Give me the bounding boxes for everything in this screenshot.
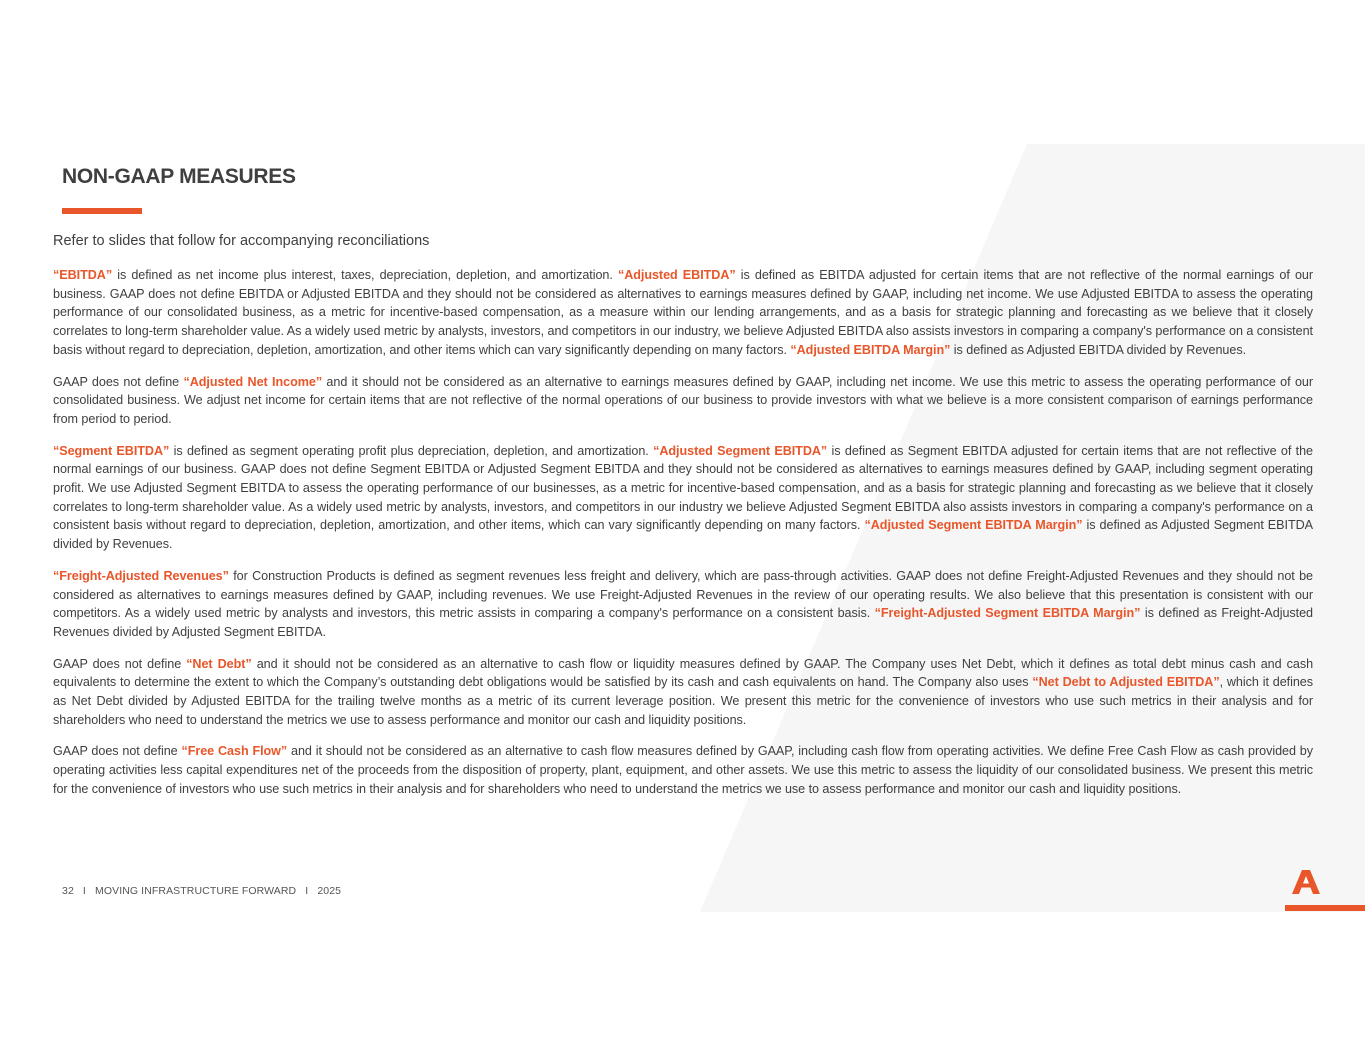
definition-paragraph bbox=[53, 742, 1313, 798]
defined-term: “Freight-Adjusted Segment EBITDA Margin” bbox=[874, 606, 1141, 621]
slide bbox=[0, 144, 1365, 912]
definition-text: and it should not be considered as an alternative to earnings measures defined by GAAP, including net income. We use this metric to assess the operating performance of our consolidated business. We adjust net income for certain items that are not reflective of the normal operations of our business to provide investors with what we believe is a more consistent comparison of earnings performance from period to period. bbox=[53, 374, 1313, 426]
defined-term: “Adjusted Net Income” bbox=[183, 374, 323, 389]
definition-text: is defined as EBITDA adjusted for certain items that are not reflective of the normal earnings of our business. GAAP does not define EBITDA or Adjusted EBITDA and they should not be considered as alternatives to earnings measures defined by GAAP, including net income. We use Adjusted EBITDA to assess the operating performance of our consolidated business, as a metric for incentive-based compensation, as a measure within our lending arrangements, and as a basis for strategic planning and forecasting as we believe that it closely correlates to long-term shareholder value. As a widely used metric by analysts, investors, and competitors in our industry, we believe Adjusted EBITDA also assists investors in comparing a company's performance on a consistent basis without regard to depreciation, depletion, amortization, and other items which can vary significantly depending on many factors. bbox=[53, 268, 1313, 357]
definition-text: is defined as net income plus interest, taxes, depreciation, depletion, and amortization. bbox=[112, 268, 618, 282]
page-title: NON-GAAP MEASURES bbox=[62, 165, 296, 188]
logo-underline bbox=[1285, 905, 1365, 911]
footer-tagline: MOVING INFRASTRUCTURE FORWARD bbox=[94, 885, 297, 897]
page-number: 32 bbox=[62, 885, 74, 897]
definition-text: and it should not be considered as an alternative to cash flow measures defined by GAAP, including cash flow from operating activities. We define Free Cash Flow as cash provided by operating activities less capital expenditures net of the proceeds from the disposition of property, plant, equipment, and other assets. We use this metric to assess the liquidity of our consolidated business. We present this metric for the convenience of investors who use such metrics in their analysis and for shareholders who need to understand the metrics we use to assess performance and monitor our cash and liquidity positions. bbox=[53, 744, 1314, 796]
defined-term: “Freight-Adjusted Revenues” bbox=[53, 568, 229, 583]
footer bbox=[62, 885, 347, 897]
definition-text: GAAP does not define bbox=[53, 656, 187, 671]
defined-term: “Net Debt” bbox=[186, 656, 252, 671]
defined-term: “Adjusted Segment EBITDA” bbox=[653, 443, 828, 458]
defined-term: “Adjusted Segment EBITDA Margin” bbox=[864, 518, 1083, 533]
definition-text: is defined as Adjusted Segment EBITDA divided by Revenues. bbox=[53, 518, 1313, 552]
defined-term: “Adjusted EBITDA Margin” bbox=[790, 342, 951, 357]
definition-paragraph bbox=[53, 567, 1313, 642]
defined-term: “Adjusted EBITDA” bbox=[617, 268, 736, 282]
title-underline bbox=[62, 208, 142, 214]
definition-text: GAAP does not define bbox=[53, 374, 184, 389]
defined-term: “Free Cash Flow” bbox=[181, 744, 288, 759]
definition-paragraph bbox=[53, 373, 1313, 429]
definition-paragraph bbox=[53, 655, 1313, 730]
company-a-logo-icon bbox=[1292, 870, 1320, 894]
defined-term: “Net Debt to Adjusted EBITDA” bbox=[1032, 675, 1220, 690]
defined-term: “EBITDA” bbox=[53, 268, 113, 282]
definition-paragraph bbox=[53, 266, 1313, 360]
subtitle: Refer to slides that follow for accompanying reconciliations bbox=[53, 233, 430, 249]
definition-text: is defined as Freight-Adjusted Revenues divided by Adjusted Segment EBITDA. bbox=[53, 606, 1313, 639]
definitions-body bbox=[53, 266, 1313, 812]
definition-text: and it should not be considered as an alternative to cash flow or liquidity measures defined by GAAP. The Company uses Net Debt, which it defines as total debt minus cash and cash equivalents to determine the extent to which the Company’s outstanding debt obligations would be satisfied by its cash and cash equivalents on hand. The Company also uses bbox=[53, 656, 1314, 690]
definition-text: for Construction Products is defined as segment revenues less freight and delivery, which are pass-through activities. GAAP does not define Freight-Adjusted Revenues and they should not be considered as alternatives to earnings measures defined by GAAP, including revenues. We use Freight-Adjusted Revenues in the review of our operating results. We also believe that this presentation is consistent with our competitors. As a widely used metric by analysts and investors, this metric assists in comparing a company's performance on a consistent basis. bbox=[53, 568, 1313, 621]
definition-text: is defined as Adjusted EBITDA divided by Revenues. bbox=[950, 342, 1247, 357]
definition-text: is defined as Segment EBITDA adjusted for certain items that are not reflective of the normal earnings of our business. GAAP does not define Segment EBITDA or Adjusted Segment EBITDA and they should not be considered as alternatives to earnings measures defined by GAAP, including segment operating profit. We use Adjusted Segment EBITDA to assess the operating performance of our businesses, as a metric for incentive-based compensation, and as a basis for strategic planning and forecasting as we believe that it closely correlates to long-term shareholder value. As a widely used metric by analysts, investors, and competitors in our industry we believe Adjusted Segment EBITDA also assists investors in comparing a company's performance on a consistent basis without regard to depreciation, depletion, amortization, and other items, which can vary significantly depending on many factors. bbox=[53, 443, 1313, 533]
footer-separator: I bbox=[305, 885, 309, 897]
definition-text: , which it defines as Net Debt divided by Adjusted EBITDA for the trailing twelve months as a metric of its current leverage position. We present this metric for the convenience of investors who use such metrics in their analysis and for shareholders who need to understand the metrics we use to assess performance and monitor our cash and liquidity positions. bbox=[53, 675, 1314, 727]
definition-text: GAAP does not define bbox=[53, 744, 182, 759]
footer-separator: I bbox=[82, 885, 86, 897]
defined-term: “Segment EBITDA” bbox=[53, 443, 170, 458]
definition-paragraph bbox=[53, 442, 1313, 554]
definition-text: is defined as segment operating profit plus depreciation, depletion, and amortization. bbox=[169, 443, 654, 458]
footer-year: 2025 bbox=[317, 885, 342, 897]
